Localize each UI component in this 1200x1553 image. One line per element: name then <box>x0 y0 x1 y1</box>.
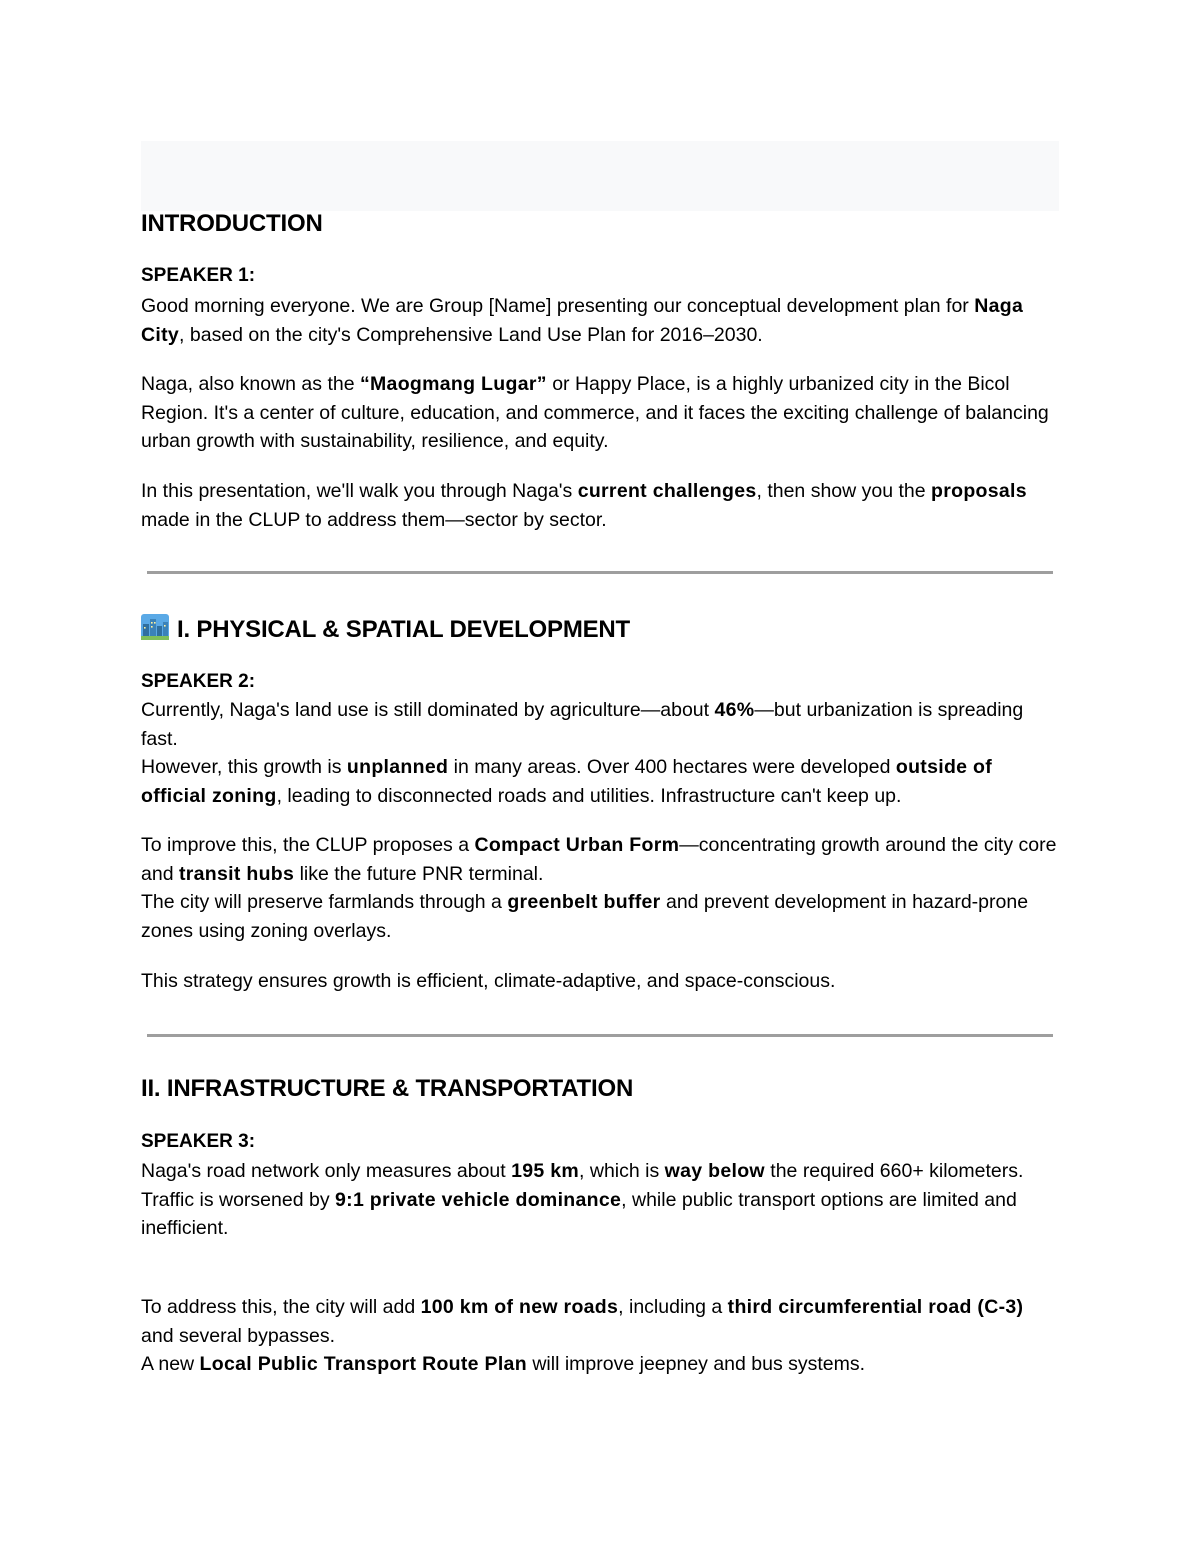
intro-paragraph-3: In this presentation, we'll walk you through Naga's current challenges, then show you the proposals made in the CLUP to address them—sector by sector. <box>141 480 1027 531</box>
speaker-1-label: SPEAKER 1: <box>141 265 256 286</box>
speaker-2-label: SPEAKER 2: <box>141 671 256 692</box>
header-band <box>141 141 1059 211</box>
section-divider <box>147 1034 1053 1037</box>
speaker-3-label: SPEAKER 3: <box>141 1131 256 1152</box>
physical-paragraph-1: Currently, Naga's land use is still dominated by agriculture—about 46%—but urbanization is spreading fast. However, this growth is unplanned in many areas. Over 400 hectares were developed outside of official zoning, leading to disconnected roads and utilities. Infrastructure can't keep up. <box>141 699 1024 807</box>
section-heading-infrastructure: II. INFRASTRUCTURE & TRANSPORTATION <box>141 1075 634 1102</box>
section-divider <box>147 571 1053 574</box>
intro-paragraph-1: Good morning everyone. We are Group [Name] presenting our conceptual development plan for Naga City, based on the city's Comprehensive Land Use Plan for 2016–2030. <box>141 295 1024 346</box>
physical-paragraph-2: To improve this, the CLUP proposes a Compact Urban Form—concentrating growth around the city core and transit hubs like the future PNR terminal. The city will preserve farmlands through a greenbelt buffer and prevent development in hazard-prone zones using zoning overlays. <box>141 834 1057 942</box>
cityscape-icon <box>141 614 169 640</box>
infra-paragraph-1: Naga's road network only measures about 195 km, which is way below the required 660+ kilometers. Traffic is worsened by 9:1 private vehicle dominance, while public transport options are limited and inefficient. <box>141 1160 1024 1240</box>
intro-paragraph-2: Naga, also known as the “Maogmang Lugar” or Happy Place, is a highly urbanized city in the Bicol Region. It's a center of culture, education, and commerce, and it faces the exciting challenge of balancing urban growth with sustainability, resilience, and equity. <box>141 373 1049 453</box>
infra-paragraph-2: To address this, the city will add 100 km of new roads, including a third circumferential road (C-3) and several bypasses. A new Local Public Transport Route Plan will improve jeepney and bus systems. <box>141 1296 1024 1376</box>
physical-paragraph-3: This strategy ensures growth is efficient, climate-adaptive, and space-conscious. <box>141 970 836 992</box>
section-heading-physical: I. PHYSICAL & SPATIAL DEVELOPMENT <box>141 614 630 644</box>
section-heading-introduction: INTRODUCTION <box>141 210 323 237</box>
